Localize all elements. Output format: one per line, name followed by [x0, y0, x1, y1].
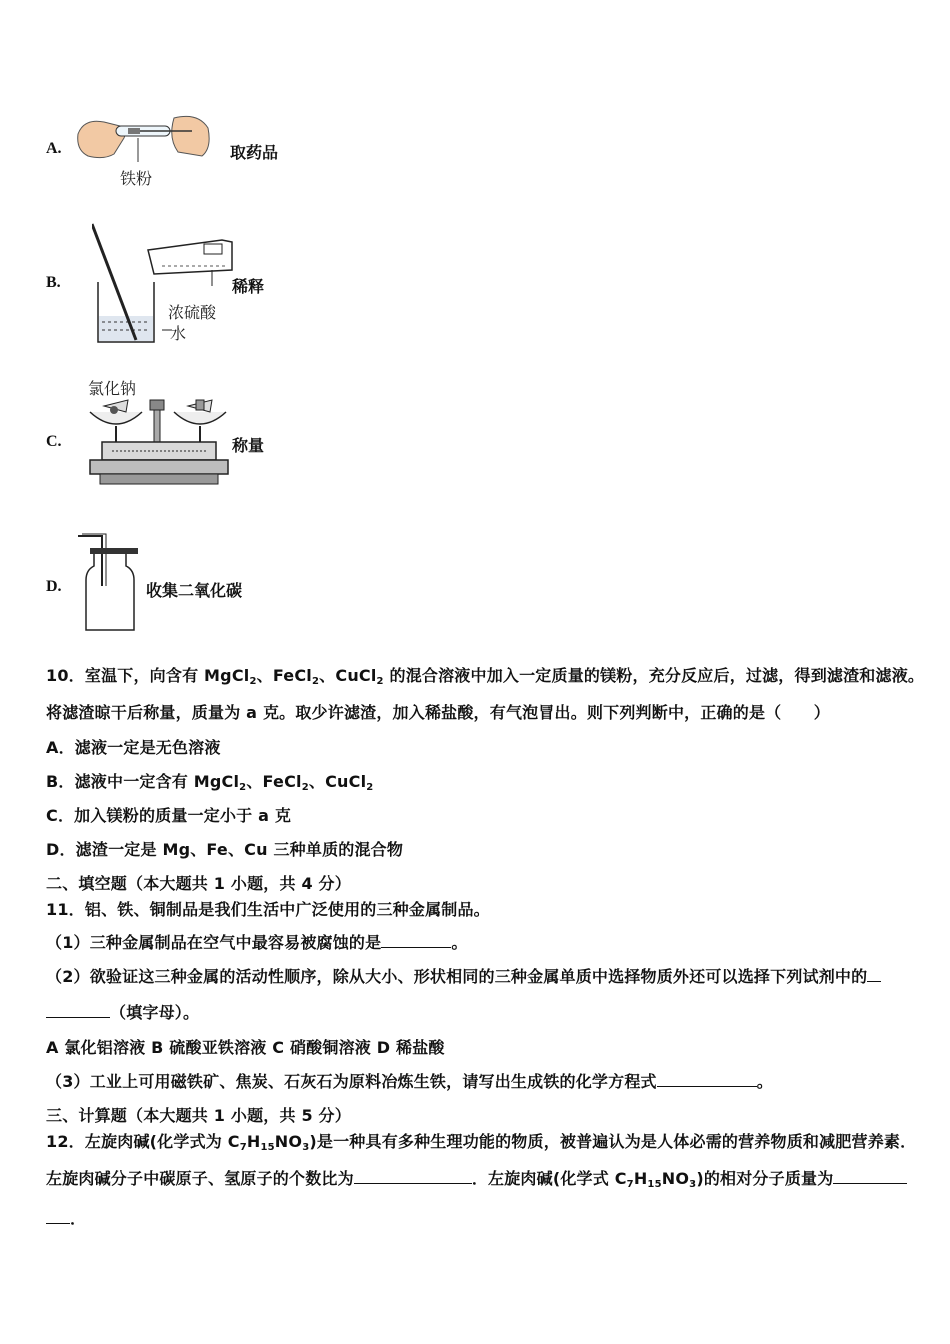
water-label: 水 [170, 324, 187, 343]
option-a-letter: A. [46, 140, 62, 157]
answer-blank[interactable] [833, 1169, 907, 1184]
q11-choices: A 氯化铝溶液 B 硫酸亚铁溶液 C 硝酸铜溶液 D 稀盐酸 [46, 1038, 445, 1057]
option-b-letter: B. [46, 274, 61, 291]
option-c-letter: C. [46, 433, 62, 450]
option-b-caption: 稀释 [232, 277, 265, 296]
q12-stem-line2: 左旋肉碱分子中碳原子、氢原子的个数比为 ．左旋肉碱(化学式 $C_7H_{15}NO_3$)的相对分子质量为 [46, 1166, 907, 1189]
q10-option-d: D．滤渣一定是 Mg、Fe、Cu 三种单质的混合物 [46, 840, 404, 859]
iron-powder-label: 铁粉 [120, 169, 153, 188]
q11-stem: 11．铝、铁、铜制品是我们生活中广泛使用的三种金属制品。 [46, 900, 490, 919]
option-c-caption: 称量 [232, 436, 265, 455]
q11-part2-cont: （填字母）。 [46, 1000, 199, 1023]
answer-blank[interactable] [46, 1003, 110, 1018]
sodium-chloride-label: 氯化钠 [88, 379, 137, 398]
q10-option-b: B．滤液中一定含有 MgCl$_2$、FeCl$_2$、CuCl$_2$ [46, 772, 374, 793]
section-3-heading: 三、计算题（本大题共 1 小题，共 5 分） [46, 1106, 351, 1125]
conc-sulfuric-acid-label: 浓硫酸 [168, 303, 217, 322]
q12-stem-line1: 12．左旋肉碱(化学式为 $C_7H_{15}NO_3$)是一种具有多种生理功能的物质，被普遍认为是人体必需的营养物质和减肥营养素． [46, 1132, 917, 1153]
q11-part1: （1）三种金属制品在空气中最容易被腐蚀的是 。 [46, 933, 468, 952]
option-d-letter: D. [46, 578, 62, 595]
q10-option-a: A．滤液一定是无色溶液 [46, 738, 221, 757]
q11-part2: （2）欲验证这三种金属的活动性顺序，除从大小、形状相同的三种金属单质中选择物质外还可以选择下列试剂中的 [46, 964, 881, 987]
option-a-caption: 取药品 [230, 143, 279, 162]
answer-blank[interactable] [867, 967, 881, 982]
answer-blank[interactable] [657, 1072, 757, 1087]
balance-figure [86, 396, 232, 490]
q11-part3: （3）工业上可用磁铁矿、焦炭、石灰石为原料冶炼生铁，请写出生成铁的化学方程式 。 [46, 1072, 773, 1091]
dilution-figure [92, 222, 242, 348]
answer-blank[interactable] [381, 933, 451, 948]
q10-option-c: C．加入镁粉的质量一定小于 a 克 [46, 806, 292, 825]
q10-stem-line1: 10．室温下，向含有 MgCl$_2$、FeCl$_2$、CuCl$_2$ 的混合溶液中加入一定质量的镁粉，充分反应后，过滤，得到滤渣和滤液。 [46, 666, 925, 687]
q10-stem-line2: 将滤渣晾干后称量，质量为 a 克。取少许滤渣，加入稀盐酸，有气泡冒出。则下列判断中，正确的是（ ） [46, 703, 830, 722]
section-2-heading: 二、填空题（本大题共 1 小题，共 4 分） [46, 874, 351, 893]
option-d-caption: 收集二氧化碳 [146, 581, 243, 600]
q12-stem-line3: ． [46, 1206, 86, 1229]
gas-collection-figure [76, 530, 142, 636]
answer-blank[interactable] [46, 1209, 70, 1224]
answer-blank[interactable] [354, 1169, 472, 1184]
